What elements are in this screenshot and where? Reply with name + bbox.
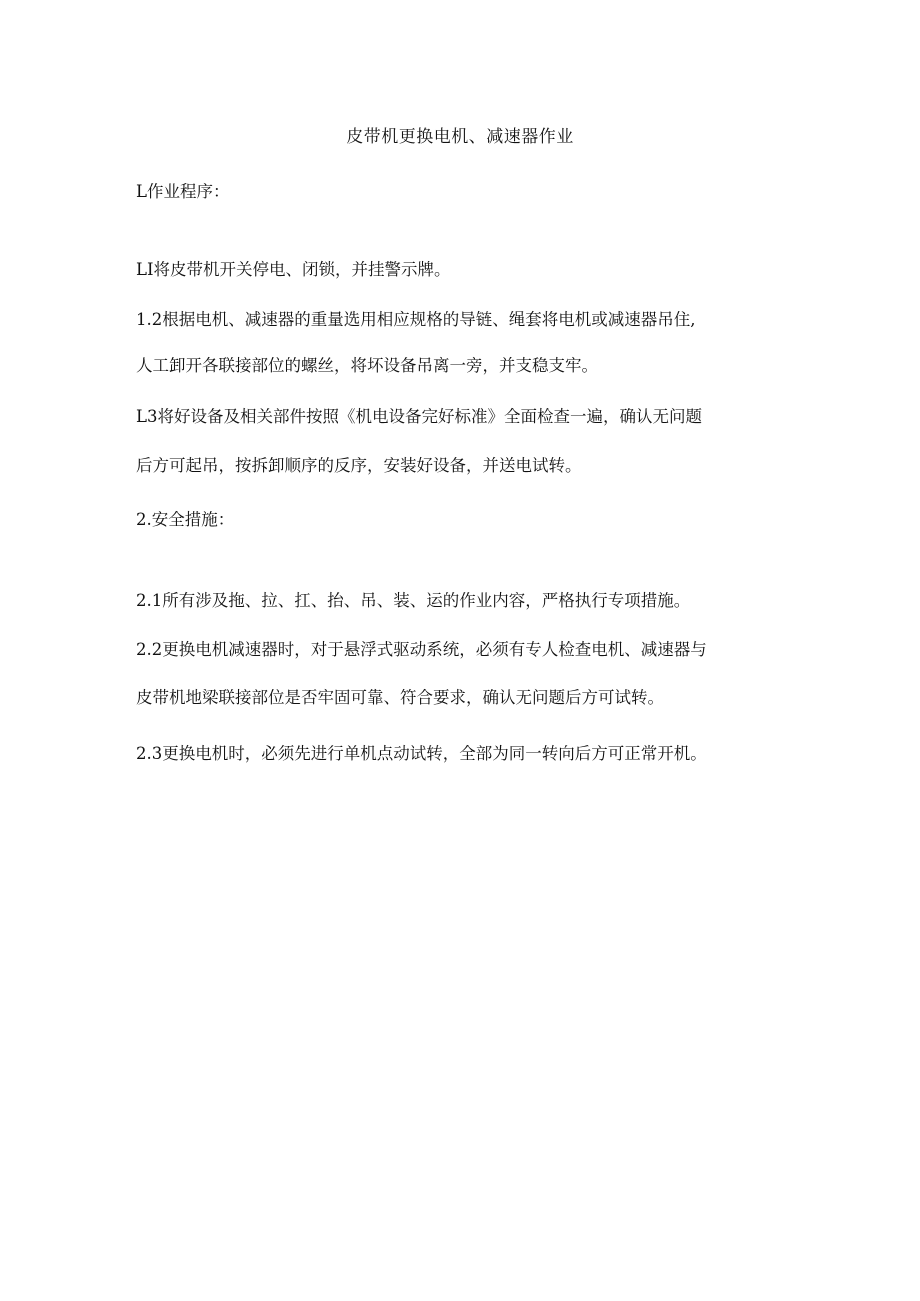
safety-item-1-line-1: 2.1所有涉及拖、拉、扛、抬、吊、装、运的作业内容，严格执行专项措施。 [136, 591, 691, 610]
section-heading-safety: 2.安全措施： [136, 510, 235, 529]
section-heading-procedure: L作业程序： [136, 182, 230, 201]
safety-item-2-line-1: 2.2更换电机减速器时，对于悬浮式驱动系统，必须有专人检查电机、减速器与 [136, 640, 707, 659]
procedure-item-1-line-1: LI将皮带机开关停电、闭锁，并挂警示牌。 [136, 260, 451, 279]
procedure-item-3-line-1: L3将好设备及相关部件按照《机电设备完好标准》全面检查一遍，确认无问题 [136, 407, 702, 426]
safety-item-2-line-2: 皮带机地梁联接部位是否牢固可靠、符合要求，确认无问题后方可试转。 [136, 688, 664, 707]
safety-item-3-line-1: 2.3更换电机时，必须先进行单机点动试转，全部为同一转向后方可正常开机。 [136, 744, 707, 763]
procedure-item-2-line-2: 人工卸开各联接部位的螺丝，将坏设备吊离一旁，并支稳支牢。 [136, 356, 598, 375]
procedure-item-3-line-2: 后方可起吊，按拆卸顺序的反序，安装好设备，并送电试转。 [136, 456, 582, 475]
procedure-item-2-line-1: 1.2根据电机、减速器的重量选用相应规格的导链、绳套将电机或减速器吊住, [136, 310, 696, 329]
document-title: 皮带机更换电机、减速器作业 [346, 127, 574, 147]
